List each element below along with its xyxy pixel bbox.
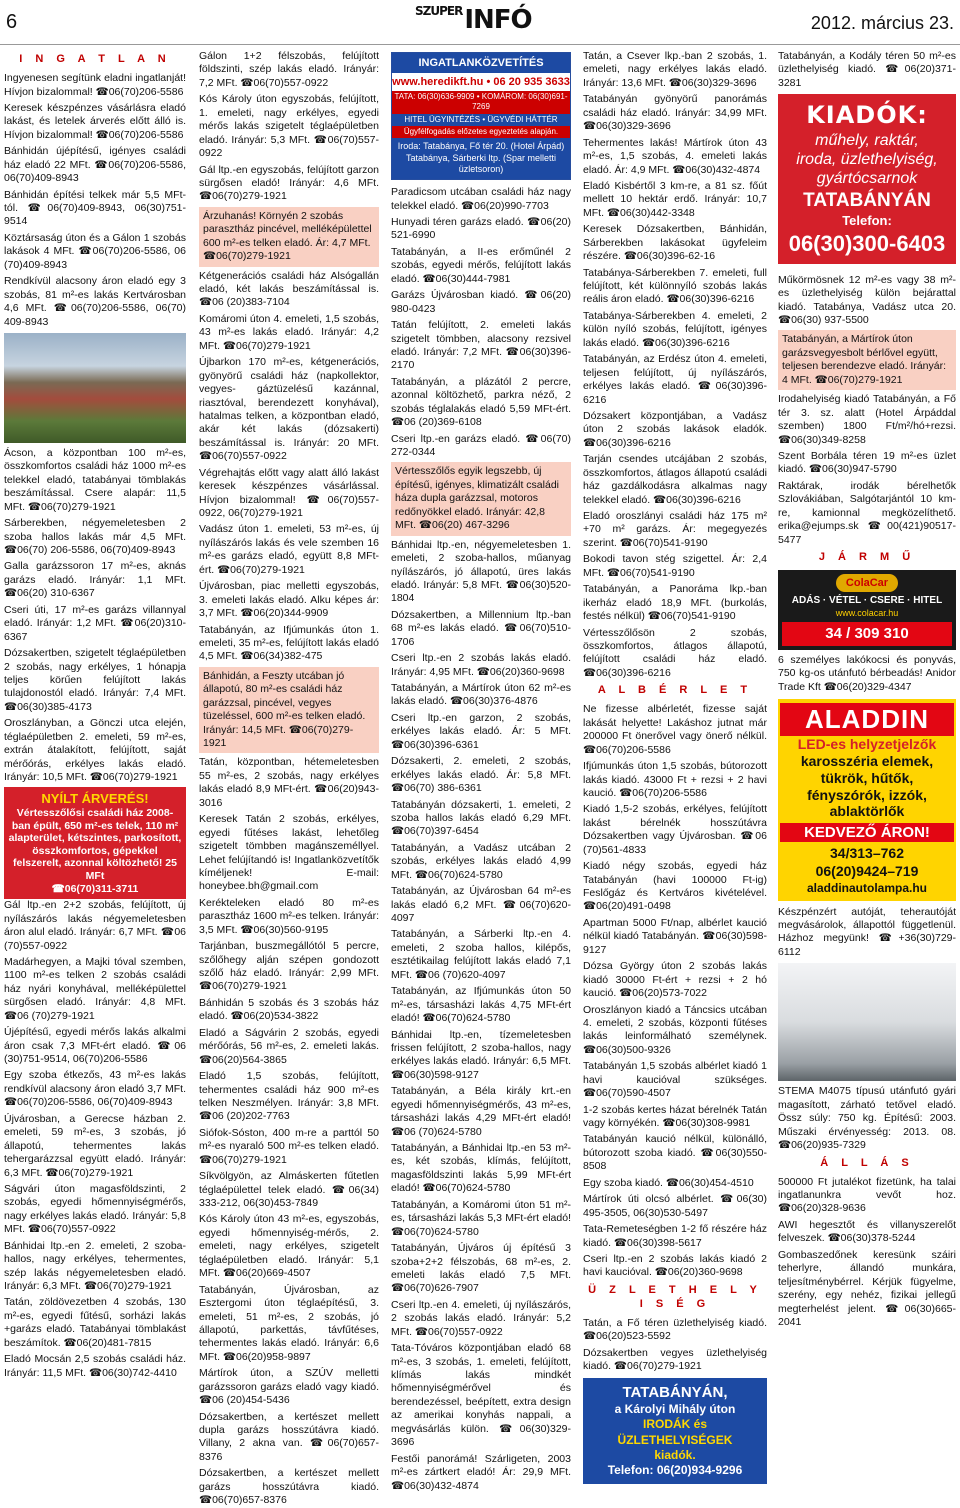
classified-ad: Festői panorámá! Szárligeten, 2003 m²-es zártkert eladó! Ár: 29,9 MFt. ☎06(30)432-4874	[391, 1452, 571, 1492]
classified-ad: Dózsakertben vegyes üzlethelyiség kiadó. ☎06(70)279-1921	[583, 1346, 767, 1373]
classified-ad: Dózsakertben, a Millennium ltp.-ban 68 m²-es lakás eladó. ☎06(70)510-1706	[391, 608, 571, 648]
classified-ad: Tatabányán, a Sárberki ltp.-en 4. emeleti, 2 szoba hallos, kilépős, esztétikailag felújított lakás eladó 7,1 MFt. ☎06 (70)620-4097	[391, 928, 571, 981]
classified-ad: Cseri ltp.-en garzon, 2 szobás, erkélyes lakás eladó. Ár: 5 MFt. ☎06(30)396-6361	[391, 711, 571, 751]
auction-box	[4, 787, 186, 899]
classified-ad: Irodahelyiség kiadó Tatabányán, a Fő tér 3. sz. alatt (Hotel Árpáddal szemben) 1800 Ft/m²/hó+rezsi. ☎06(30)349-8258	[778, 393, 956, 446]
column-4	[583, 50, 767, 1478]
classified-ad: Tatabányán, Újvárosban, az Esztergomi úton téglaépítésű, 3. emeleti, 51 m²-es, 2 szobás, jó állapotú, parkettás, távfűtéses, tehermentes lakás eladó. Irányár: 6,6 MFt. ☎06(20)958-9897	[199, 1283, 379, 1363]
classified-ad: Eladó oroszlányi családi ház 175 m² +70 m² garázs. Ár: megegyezés szerint. ☎06(70)541-9190	[583, 510, 767, 549]
classified-ad: Tarjánban, buszmegállótól 5 percre, szőlőhegy alján szépen gondozott szőlő ház eladó. Irányár: 2,99 MFt. ☎06(70)279-1921	[199, 940, 379, 993]
auction-text: Vértesszőlősi családi ház 2008-ban épült, 650 m²-es telek, 110 m² alapterület, kétszintes, parkosított, összkomfortos, gépekkel felszerelt, azonnal költözhető! 25 MFt	[8, 807, 182, 883]
classified-ad: 6 személyes lakókocsi és ponyvás, 750 kg-os utánfutó bérbeadás! Anidor Trade Kft ☎06(20)329-4347	[778, 653, 956, 693]
classified-ad: Kerékteleken eladó 80 m²-es parasztház 1600 m²-es telken. Irányár: 3,5 MFt. ☎06(30)560-9195	[199, 896, 379, 936]
classified-ad: Bánhidai ltp.-en 2. emeleti, 2 szoba-hallos, nagy erkélyes, tehermentes, szép lakás négyemeletesben eladó. Irányár: 6,3 MFt. ☎06(70)279-1921	[4, 1239, 186, 1293]
classified-ad: Tatabányán, Újváros új építésű 3 szoba+2+2 félszobás, 68 m²-es, 2. emeleti lakás eladó 7,5 MFt. ☎06(70)626-7907	[391, 1242, 571, 1295]
issue-date: 2012. március 23.	[810, 13, 954, 33]
classified-ad: Tatabányán, az Ifjúmunkás úton 50 m²-es, társasházi lakás 4,75 MFt-ért eladó! ☎06(70)624-5780	[391, 985, 571, 1025]
page-number: 6	[6, 11, 18, 33]
classified-ad: Műkörmösnek 12 m²-es vagy 38 m²-es üzlethelyiség külön bejárattal kiadó. Tatabánya, Vadász utca 20. ☎06(30) 937-5500	[778, 273, 956, 326]
classified-ad: Sárberekben, négyemeletesben 2 szoba hallos lakás már 4,5 MFt. ☎06(70) 206-5586, 06(70)409-8943	[4, 517, 186, 557]
classified-ad: Dózsakerti, 2. emeleti, 2 szobás, erkélyes lakás eladó. Ár: 5,8 MFt. ☎06(70) 386-6361	[391, 755, 571, 795]
classified-ad: Garázs Újvárosban kiadó. ☎06(20) 980-0423	[391, 289, 571, 315]
classified-ad: Tatabányán dózsakerti, 1. emeleti, 2 szoba hallos lakás eladó 6,29 MFt. ☎06(70)397-6454	[391, 798, 571, 838]
classified-ad: Szent Borbála téren 19 m²-es üzlet kiadó. ☎06(30)947-5790	[778, 449, 956, 476]
aladdin-ad-box: ALADDIN LED-es helyzetjelzők karosszéria elemek, tükrök, hűtők, fényszórók, izzók, ablaktörlők KEDVEZŐ ÁRON! 34/313–762 06(20)9424–719 aladdinautolampa.hu	[778, 699, 956, 901]
classified-ad: Tatán, a Csever lkp.-ban 2 szobás, 1. emeleti, nagy erkélyes lakás eladó. Irányár: 13,6 MFt. ☎06(30)329-3696	[583, 50, 767, 89]
office-rental-box: TATABÁNYÁN, a Károlyi Mihály úton IRODÁK és ÜZLETHELYISÉGEK kiadók. Telefon: 06(20)934-9296	[583, 1378, 767, 1484]
classified-ad: Gombaszedőnek keresünk száiri teherlyre, állandó munkára, teljesítménybérrel. Kérjük fügyelme, szerény, egy nehéz, fizikai jellegű megterhelést jelent. ☎06(30)665-2041	[778, 1248, 956, 1328]
classified-ad: Ságvári úton magasföldszinti, 2 szobás, egyedi hőmennyiségmérős, nagy erkélyes lakás eladó. Irányár: 5,8 MFt. ☎06(70)557-0922	[4, 1182, 186, 1236]
classified-ad: Madárhegyen, a Majki tóval szemben, 1100 m²-es telken 2 szobás családi ház nyári konyhával, melléképülettel sürgősen eladó. Irányár: 4,8 MFt. ☎06 (70)279-1921	[4, 955, 186, 1022]
auction-title: NYÍLT ÁRVERÉS!	[41, 791, 149, 807]
classified-ad: Cseri úti, 17 m²-es garázs villannyal eladó. Irányár: 1,2 MFt. ☎06(20)310-6367	[4, 603, 186, 643]
section-heading-jarmu: J Á R M Ű	[818, 551, 916, 563]
classified-ad: Kós Károly úton egyszobás, felújított, 1. emeleti, nagy erkélyes, egyedi mérős lakás szigetelt téglaépületben eladó. Irányár: 5,3 MFt. ☎06(70)557-0922	[199, 93, 379, 160]
classified-ad: Tatabánya-Sárberekben 7. emeleti, full felújított, két különnyíló szobás lakás reális áron eladó. ☎06(30)396-6216	[583, 266, 767, 306]
kiado-ad-box: KIADÓK: műhely, raktár, iroda, üzlethelyiség, gyártócsarnok TATABÁNYÁN Telefon: 06(30)300-6403	[778, 94, 956, 263]
classified-ad: Tatabányán, az Ifjúmunkás úton 1. emeleti, 35 m²-es, felújított lakás eladó 4,5 MFt. ☎06(34)382-475	[199, 623, 379, 663]
classified-ad: Rendkívül alacsony áron eladó egy 3 szobás, 81 m²-es lakás Kertvárosban 4,6 MFt. ☎06(70)206-5586, 06(70) 409-8943	[4, 275, 186, 328]
column-5	[778, 50, 956, 1350]
classified-ad: Apartman 5000 Ft/nap, albérlet kaució nélkül kiadó Tatabányán. ☎06(30)598-9127	[583, 916, 767, 956]
column-2	[199, 50, 379, 1507]
agency-title: INGATLANKÖZVETÍTÉS	[392, 53, 570, 73]
classified-ad: Tata-Remeteségben 1-2 fő részére ház kiadó. ☎06(30)398-5617	[583, 1223, 767, 1249]
agency-office: Iroda: Tatabánya, Fő tér 20. (Hotel Árpád) Tatabánya, Sárberki ltp. (Spar melletti üzletsoron)	[392, 138, 570, 179]
classified-ad: Kós Károly úton 43 m²-es, egyszobás, egyedi hőmennyiség-mérős, 2. emeleti, nagy erkélyes, szigetelt téglaépületben eladó. Irányár: 5,1 MFt. ☎06(20)669-4507	[199, 1213, 379, 1280]
classified-ad: Hunyadi téren garázs eladó. ☎06(20) 521-6990	[391, 216, 571, 242]
section-heading-ingatlan: I N G A T L A N	[19, 53, 171, 65]
classified-ad: Tatabányán 1,5 szobás albérlet kiadó 1 havi kaucióval szükséges. ☎06(70)590-4507	[583, 1060, 767, 1100]
classified-ad: Újbarkon 170 m²-es, kétgenerációs, gyönyörű családi ház (napkollektor, vegyes- gáztüzelésű kazánnal, riasztóval, berendezett konyhával), hatalmas telken, a központban eladó, akár két lakás (dózsakerti) beszámítással is. Irányár: 20 MFt. ☎06(70)557-0922	[199, 356, 379, 463]
classified-ad: Gálon 1+2 félszobás, felújított földszinti, szép lakás eladó. Irányár: 7,2 MFt. ☎06(70)557-0922	[199, 50, 379, 89]
classified-ad: Mártírok úton, a SZÚV melletti garázssoron garázs eladó vagy kiadó. ☎06 (20)454-5436	[199, 1367, 379, 1407]
classified-ad: Tatabányán, az Újvárosban 64 m²-es lakás eladó 6,2 MFt. ☎06(70)620-4097	[391, 885, 571, 925]
classified-ad: Egy szoba kiadó. ☎06(30)454-4510	[583, 1176, 754, 1189]
classified-ad: Oroszlányban, a Gönczi utca elején, téglaépületben 2. emeleti, 59 m²-es, extrán átalakított, felújított, saját mérőórás, erkélyes lakás eladó. Irányár: 10,5 MFt. ☎06(70)279-1921	[4, 717, 186, 784]
classified-ad: Paradicsom utcában családi ház nagy telekkel eladó. ☎06(20)990-7703	[391, 186, 571, 212]
classified-ad: Tatabányán, a plázától 2 percre, azonnal költözhető, parkra néző, 2 szobás téglalakás eladó 5,59 MFt-ért. ☎06 (20)369-6108	[391, 375, 571, 429]
agency-note: Ügyfélfogadás előzetes egyeztetés alapján.	[392, 126, 570, 138]
classified-ad: AWI hegesztőt és villanyszerelőt felveszek. ☎06(30)378-5244	[778, 1218, 956, 1245]
classified-ad: Keresek Dózsakertben, Bánhidán, Sárberekben lakásokat ügyfeleim részére. ☎06(30)396-62-16	[583, 223, 767, 263]
classified-ad: Bánhidai ltp.-en, tízemeletesben frissen felújított, 2 szoba-hallos, nagy erkélyes lakás eladó. Irányár: 6,5 MFt. ☎06(30)598-9127	[391, 1028, 571, 1081]
classified-ad: Tatabányán, az Erdész úton 4. emeleti, teljesen felújított, új nyílászárós, erkélyes lakás eladó. ☎06(30)396-6216	[583, 353, 767, 406]
classified-ad: Tehermentes lakás! Mártírok úton 43 m²-es, 1,5 szobás, 4. emeleti lakás eladó. Ár: 4,9 MFt. ☎06(30)432-4874	[583, 136, 767, 176]
classified-ad: Gál ltp.-en egyszobás, felújított garzon sürgősen eladó! Irányár: 4,6 MFt. ☎06(70)279-1921	[199, 163, 379, 203]
classified-ad: Kiadó négy szobás, egyedi ház Tatabányán (havi 100000 Ft-ig) Feslőgáz és Kertváros kivételével. ☎06(20)491-0498	[583, 860, 767, 913]
classified-ad: Tatabányán, a Mártírok úton 62 m²-es lakás eladó. ☎06(30)376-4876	[391, 682, 571, 708]
classified-ad: Tata-Tóváros központjában eladó 68 m²-es, 3 szobás, 1. emeleti, felújított, klímás lakás mindkét hőmennyiségmérővel és berendezéssel, beépített, extra design az amerikai konyhás nappali, a megvásárlás külön. ☎06(30)329-3696	[391, 1342, 571, 1449]
classified-ad: Újépítésű, egyedi mérős lakás alkalmi áron csak 7,3 MFt-ért eladó. ☎06 (30)751-9514, 06(70)206-5586	[4, 1026, 186, 1066]
classified-ad: Tatán felújított, 2. emeleti lakás szigetelt tömbben, alacsony rezsivel eladó. Irányár: 7,2 MFt. ☎06(30)396-2170	[391, 319, 571, 372]
highlight-ad: Árzuhanás! Környén 2 szobás parasztház pincével, melléképülettel 600 m²-es telken eladó. Ár: 4,7 MFt. ☎06(70)279-1921	[199, 207, 379, 267]
classified-ad: Bánhidai ltp.-en, négyemeletesben 1. emeleti, 2 szoba-hallos, műanyag nyílászárós, jó állapotú, üres lakás eladó. Irányár: 5,8 MFt. ☎06(30)520-1804	[391, 538, 571, 605]
classified-ad: Tatabányán gyönyörű panorámás családi ház eladó. Irányár: 34,99 MFt. ☎06(30)329-3696	[583, 93, 767, 133]
newspaper-logo: $^{SZUPER}$INFÓ	[415, 4, 532, 35]
classified-ad: Tatabányán, a Béla király krt.-en egyedi hőmennyiségmérős, 43 m²-es, társasházi lakás 4,29 MFt-ért eladó! ☎06 (70)624-5780	[391, 1085, 571, 1138]
classified-ad: Dózsakertben, szigetelt téglaépületben 2 szobás, nagy erkélyes, 1 hónapja teljes körűen felújított lakás tulajdonostól eladó. Irányár: 7,4 MFt. ☎06(30)385-4173	[4, 647, 186, 713]
classified-ad: Gál ltp.-en 2+2 szobás, felújított, új nyílászárós lakás négyemeletesben áron alul eladó. Irányár: 6,7 MFt. ☎06 (70)557-0922	[4, 899, 186, 952]
classified-ad: Tatán, zöldövezetben 4 szobás, 130 m²-es, egyedi fűtésű, sorházi lakás +garázs eladó. Tatabányai tömblakást beszámítok. ☎06(20)481-7815	[4, 1296, 186, 1349]
classified-ad: 500000 Ft jutalékot fizetünk, ha talai ingatlanunkra vevőt hoz. ☎06(20)328-9636	[778, 1175, 956, 1215]
classified-ad: Galla garázssoron 17 m²-es, aknás garázs eladó. Irányár: 1,1 MFt. ☎06(20) 310-6367	[4, 560, 186, 600]
classified-ad: Eladó Kisbértől 3 km-re, a 81 sz. főút mellett 10 hektár erdő. Irányár: 10,7 MFt. ☎06(30)442-3348	[583, 179, 767, 219]
classified-ad: Ingyenesen segítünk eladni ingatlanját! Hívjon bizalommal! ☎06(70)206-5586	[4, 72, 186, 98]
classified-ad: Eladó 1,5 szobás, felújított, tehermentes családi ház 900 m²-es telken Neszmélyen. Irányár: 3,8 MFt. ☎06 (20)202-7763	[199, 1070, 379, 1123]
classified-ad: Dózsakertben, a kertészet mellett garázs hosszútávra kiadó. ☎06(70)657-8376	[199, 1467, 379, 1507]
highlight-ad: Bánhidán, a Feszty utcában jó állapotú, 80 m²-es családi ház garázzsal, pincével, vegyes tüzeléssel, 600 m²-es telken eladó. Irányár: 14,5 MFt. ☎06(70)279-1921	[199, 667, 379, 754]
classified-ad: Tatabányán, a Bánhidai ltp.-en 53 m²-es, két szobás, klímás, felújított, magasföldszinti lakás 5,99 MFt-ért eladó! ☎06(70)624-5780	[391, 1142, 571, 1195]
classified-ad: Cseri ltp.-en 4. emeleti, új nyílászárós, 2 szobás lakás eladó. Irányár: 5,2 MFt. ☎06(70)557-0922	[391, 1298, 571, 1338]
classified-ad: Bánhidán 5 szobás és 3 szobás ház eladó. ☎06(20)534-3822	[199, 996, 379, 1023]
classified-ad: Raktárak, irodák bérelhetők Szlovákiában, Salgótarjántól 10 km-re, kamionnal megközelíthető. erika@ejumps.sk ☎00(421)90517-5477	[778, 479, 956, 546]
colacar-logo: ColaCar	[836, 574, 898, 592]
classified-ad: Dózsakertben, a kertészet mellett dupla garázs hosszútávra kiadó. Villany, 2 akna van. ☎06(70)657-8376	[199, 1410, 379, 1463]
classified-ad: Dózsa György úton 2 szobás lakás kiadó 30000 Ft-ért + rezsi + 2 hó kaució. ☎06(20)573-7022	[583, 960, 767, 1000]
classified-ad: Bokodi tavon stég szigettel. Ár: 2,4 MFt. ☎06(70)541-9190	[583, 553, 767, 579]
colacar-ad-box: ColaCar ADÁS · VÉTEL · CSERE · HITEL www.colacar.hu 34 / 309 310	[778, 570, 956, 650]
highlight-ad: Vértesszőlős egyik legszebb, új építésű, igényes, klimatizált családi háza dupla garázzsal, motoros redőnyökkel eladó. Irányár: 42,8 MFt. ☎06(20) 467-3296	[391, 462, 571, 535]
classified-ad: Tatán, a Fő téren üzlethelyiség kiadó. ☎06(20)523-5592	[583, 1316, 767, 1343]
classified-ad: Dózsakert központjában, a Vadász úton 2 szobás lakások eladók. ☎06(30)396-6216	[583, 409, 767, 449]
classified-ad: 1-2 szobás kertes házat bérelnék Tatán vagy környékén. ☎06(30)308-9981	[583, 1103, 767, 1130]
classified-ad: Cseri ltp.-en 2 szobás lakás kiadó 2 havi kaucióval. ☎06(20)360-9698	[583, 1252, 767, 1279]
classified-ad: Kiadó 1,5-2 szobás, erkélyes, felújított lakást bérelnék hosszútávra Dózsakertben vagy Újvárosban. ☎06 (70)561-4833	[583, 803, 767, 856]
classified-ad: Mártírok úti olcsó albérlet. ☎06(30) 495-3505, 06(30)530-5497	[583, 1193, 767, 1219]
classified-ad: Eladó a Ságvárin 2 szobás, egyedi mérőórás, 56 m²-es, 2. emeleti lakás. ☎06(20)564-3865	[199, 1026, 379, 1066]
classified-ad: STEMA M4075 típusú utánfutó gyári magasított, zárható tetővel eladó. Össz súly: 750 kg. Építésű: 2003. Műszaki érvényesség: 2013. 08. ☎06(20)935-7329	[778, 1085, 956, 1152]
classified-ad: Keresek Tatán 2 szobás, erkélyes, egyedi fűtéses lakást, lehetőleg szigetelt tömbben magánszeméllyel. Lehet felújítandó is! Ingatlanközvetítők kíméljenek! E-mail: honeybee.bh@gmail.com	[199, 813, 379, 893]
classified-ad: Kétgenerációs családi ház Alsógallán eladó, két lakás beszámítással is. ☎06 (20)383-7104	[199, 269, 379, 309]
classified-ad: Egy szoba étkezős, 43 m²-es lakás rendkívül alacsony áron eladó 3,7 MFt. ☎06(70)206-5586, 06(70)409-8943	[4, 1069, 186, 1109]
house-photo	[4, 333, 186, 443]
classified-ad: Keresek készpénzes vásárlásra eladó lakást, és letelek árverés előtt álló is. Hívjon bizalommal! ☎06(70)206-5586	[4, 101, 186, 141]
classified-ad: Újvárosban, a Gerecse házban 2. emeleti, 59 m²-es, 3 szobás, jó állapotú, tehermentes lakás tehergarázzsal együtt eladó. Irányár: 6,3 MFt. ☎06(70)279-1921	[4, 1112, 186, 1179]
classified-ad: Síkvölgyön, az Almáskerten fűtetlen téglaépülettel telek eladó. ☎06(34) 333-212, 06(30)453-7849	[199, 1170, 379, 1209]
classified-ad: Oroszlányon kiadó a Táncsics utcában 4. emeleti, 2 szobás, központi fűtéses lakás leinformálható személynek. ☎06(30)500-9326	[583, 1003, 767, 1056]
classified-ad: Ne fizesse albérletét, fizesse saját lakását helyette! Lakáshoz jutnat már 200000 Ft önerővel vagy önerő nélkül. ☎06(70)206-5586	[583, 703, 767, 756]
classified-ad: Tatabányán, a Panoráma lkp.-ban ikerház eladó 18,9 MFt. (burkolás, festés nélkül) ☎06(70)541-9190	[583, 583, 767, 623]
section-heading-allas: Á L L Á S	[820, 1156, 914, 1169]
agency-phones: TATA: 06(30)636-9909 • KOMÁROM: 06(30)691-7269	[392, 91, 570, 113]
classified-ad: Eladó Mocsán 2,5 szobás családi ház. Irányár: 11,5 MFt. ☎06(30)742-4410	[4, 1353, 186, 1379]
classified-ad: Tatán, központban, hétemeletesben 55 m²-es, 2 szobás, nagy erkélyes lakás eladó 8,9 MFt-ért. ☎06(20)943-3016	[199, 756, 379, 809]
auction-phone: ☎06(70)311-3711	[51, 882, 139, 895]
classified-ad: Végrehajtás előtt vagy alatt álló lakást keresek készpénzes vásárlással. Hívjon bizalommal! ☎06(70)557-0922, 06(70)279-1921	[199, 466, 379, 519]
classified-ad: Komáromi úton 4. emeleti, 1,5 szobás, 43 m²-es lakás eladó. Irányár: 4,2 MFt. ☎06(70)279-1921	[199, 312, 379, 352]
classified-ad: Vadász úton 1. emeleti, 53 m²-es, új nyílászárós lakás és vele szemben 16 m²-es garázs eladó, együtt 8,8 MFt-ért. ☎06(70)279-1921	[199, 523, 379, 576]
classified-ad: Tatabánya-Sárberekben 4. emeleti, 2 külön nyíló szobás, felújított, igényes lakás eladó. ☎06(30)396-6216	[583, 309, 767, 349]
classified-ad: Tatabányán, a Vadász utcában 2 szobás, erkélyes lakás eladó 4,99 MFt. ☎06(70)624-5780	[391, 841, 571, 881]
agency-ad-box	[391, 52, 571, 180]
page-header	[0, 0, 960, 45]
classified-ad: Ifjúmunkás úton 1,5 szobás, bútorozott lakás kiadó. 43000 Ft + rezsi + 2 havi kaució. ☎06(70)206-5586	[583, 760, 767, 799]
classified-ad: Újvárosban, piac melletti egyszobás, 3. emeleti lakás eladó. Alku képes ár: 3,7 MFt. ☎06(20)344-9909	[199, 580, 379, 620]
classified-ad: Vértesszőlősön 2 szobás, összkomfortos, átlagos állapotú, felújított családi ház eladó. ☎06(30)396-6216	[583, 626, 767, 679]
classified-ad: Készpénzért autóját, teherautóját megvásárolok, állapottól függetlenül. Házhoz megyünk! ☎+36(30)729-6112	[778, 905, 956, 958]
trailer-photo	[778, 963, 956, 1081]
section-heading-alberlet: A L B É R L E T	[597, 684, 753, 697]
classified-ad: Köztársaság úton és a Gálon 1 szobás lakások 4 MFt. ☎06(70)206-5586, 06 (70)409-8943	[4, 231, 186, 271]
column-1	[4, 50, 186, 1379]
agency-services: HITEL ÜGYINTÉZÉS • ÜGYVÉDI HÁTTÉR	[392, 114, 570, 126]
section-heading-uzlethelyiseg: Ü Z L E T H E L Y I S É G	[588, 1283, 762, 1310]
classified-ad: Tarján csendes utcájában 2 szobás, összkomfortos, átlagos állapotú családi ház gazdálkodásra alkalmas nagy telekkel eladó. ☎06(30)396-6216	[583, 453, 767, 506]
highlight-ad: Tatabányán, a Mártírok úton garázsvegyesbolt bérlővel együtt, teljesen berendezve eladó. Irányár: 4 MFt. ☎06(70)279-1921	[778, 330, 956, 390]
classified-ad: Cseri ltp.-en garázs eladó. ☎06(70) 272-0344	[391, 432, 571, 459]
classified-ad: Tatabányán, a Komáromi úton 51 m²-es, társasházi lakás 5,3 MFt-ért eladó! ☎06(70)624-5780	[391, 1198, 571, 1238]
classified-ad: Bánhidán újépítésű, igényes családi ház eladó 22 MFt. ☎06(70)206-5586, 06(70)409-8943	[4, 145, 186, 185]
classified-ad: Bánhidán építési telkek már 5,5 MFt-tól. ☎06(70)409-8943, 06(30)751-9514	[4, 188, 186, 228]
classified-ad: Tatabányán, a Kodály téren 50 m²-es üzlethelyiség kiadó. ☎06(20)371-3281	[778, 50, 956, 89]
classified-ad: Tatabányán kaució nélkül, különálló, bútorozott szoba kiadó. ☎06(30)550-8508	[583, 1133, 767, 1173]
classified-ad: Cseri ltp.-en 2 szobás lakás eladó. Irányár: 4,95 MFt. ☎06(20)360-9698	[391, 652, 571, 678]
column-3	[391, 50, 571, 1492]
classified-ad: Ácson, a központban 100 m²-es, összkomfortos családi ház 1000 m²-es telekkel eladó, tatabányai tömblakás beszámítással. Csere alapár: 11,5 MFt. ☎06(70)279-1921	[4, 446, 186, 513]
classified-ad: Siófok-Sóston, 400 m-re a parttól 50 m²-es nyaraló 500 m²-es telken eladó. ☎06(70)279-1921	[199, 1126, 379, 1166]
classified-ad: Tatabányán, a II-es erőműnél 2 szobás, egyedi mérős, felújított lakás eladó. ☎06(30)444-7981	[391, 245, 571, 285]
agency-web: www.heredikft.hu • 06 20 935 3633	[392, 76, 570, 89]
